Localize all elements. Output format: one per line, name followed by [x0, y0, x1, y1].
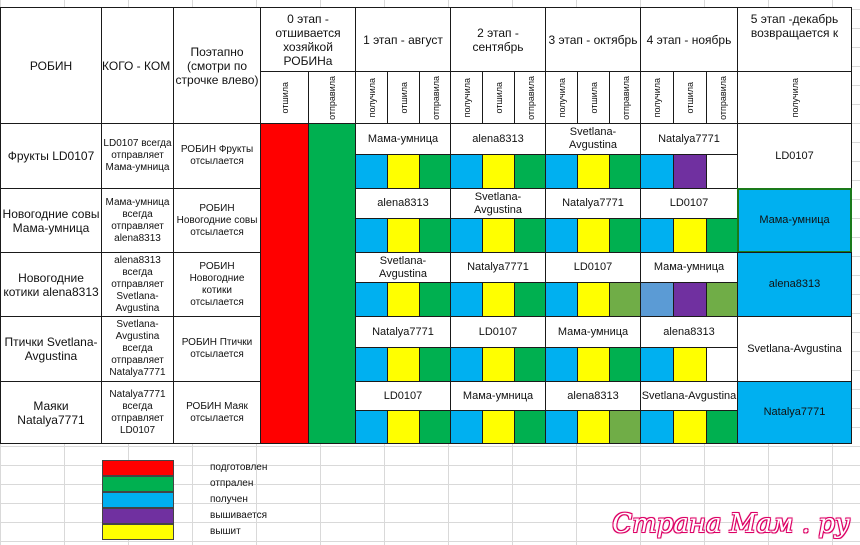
sub-stage5-recv[interactable] — [737, 71, 852, 124]
sub-label: получила — [556, 77, 567, 118]
legend-label: вышит — [210, 526, 241, 537]
status-cell[interactable] — [609, 218, 642, 253]
status-cell[interactable] — [355, 410, 388, 444]
status-cell[interactable] — [450, 347, 483, 382]
sub-label: отшила — [279, 81, 290, 114]
row-final[interactable]: Natalya7771 — [737, 381, 852, 444]
stage-recipient[interactable]: alena8313 — [450, 123, 546, 155]
status-cell[interactable] — [577, 347, 610, 382]
header-stage1[interactable]: 1 этап - август — [355, 7, 451, 72]
status-cell[interactable] — [387, 410, 420, 444]
status-cell[interactable] — [640, 154, 674, 189]
row-final[interactable]: alena8313 — [737, 252, 852, 317]
status-cell[interactable] — [482, 410, 515, 444]
status-cell[interactable] — [706, 282, 739, 317]
status-cell[interactable] — [450, 154, 483, 189]
status-cell[interactable] — [577, 282, 610, 317]
legend-label: вышивается — [210, 510, 267, 521]
status-cell[interactable] — [450, 410, 483, 444]
sub-label: получила — [652, 77, 662, 118]
sub-stage2-sub_sent_short[interactable] — [514, 71, 547, 124]
status-cell[interactable] — [387, 154, 420, 189]
status-cell[interactable] — [482, 154, 515, 189]
status-cell[interactable] — [545, 218, 578, 253]
sub-stage1-sub_sent_short[interactable] — [419, 71, 452, 124]
sub-stage0-sewn[interactable] — [260, 71, 309, 124]
header-stage4[interactable]: 4 этап - ноябрь — [640, 7, 738, 72]
status-cell[interactable] — [355, 347, 388, 382]
status-cell[interactable] — [355, 154, 388, 189]
sub-stage2-sub_sewn[interactable] — [482, 71, 515, 124]
sub-stage4-sub_sent_short[interactable] — [706, 71, 739, 124]
legend-label: отпрален — [210, 478, 254, 489]
status-cell[interactable] — [673, 410, 707, 444]
stage-recipient[interactable]: Мама-умница — [450, 381, 546, 411]
stage0-sewn-block[interactable] — [260, 123, 309, 444]
row-name[interactable]: Птички Svetlana-Avgustina — [0, 316, 102, 382]
stage-recipient[interactable]: Мама-умница — [640, 252, 738, 283]
status-cell[interactable] — [545, 347, 578, 382]
row-who[interactable]: alena8313 всегда отправляет Svetlana-Avgustina — [101, 252, 174, 317]
header-stage2[interactable]: 2 этап - сентябрь — [450, 7, 546, 72]
sub-stage4-sub_recv[interactable] — [640, 71, 674, 124]
stage-recipient[interactable]: alena8313 — [640, 316, 738, 348]
legend-swatch — [102, 524, 174, 540]
stage-recipient[interactable]: alena8313 — [355, 188, 451, 219]
header-who[interactable]: КОГО - КОМ — [101, 7, 174, 124]
row-name[interactable]: Новогодние совы Мама-умница — [0, 188, 102, 253]
legend-swatch — [102, 508, 174, 524]
status-cell[interactable] — [640, 347, 674, 382]
sub-stage4-sub_sewn[interactable] — [673, 71, 707, 124]
stage-recipient[interactable]: Мама-умница — [545, 316, 641, 348]
status-cell[interactable] — [387, 282, 420, 317]
stage-recipient[interactable]: Svetlana-Avgustina — [545, 123, 641, 155]
status-cell[interactable] — [450, 282, 483, 317]
row-name[interactable]: Маяки Natalya7771 — [0, 381, 102, 444]
legend-swatch — [102, 492, 174, 508]
stage-recipient[interactable]: Svetlana-Avgustina — [640, 381, 738, 411]
sub-label: получила — [789, 77, 800, 118]
status-cell[interactable] — [673, 282, 707, 317]
status-cell[interactable] — [673, 218, 707, 253]
sub-label: отшила — [493, 81, 504, 114]
row-step[interactable]: РОБИН Птички отсылается — [173, 316, 261, 382]
sub-stage1-sub_sewn[interactable] — [387, 71, 420, 124]
row-step[interactable]: РОБИН Маяк отсылается — [173, 381, 261, 444]
status-cell[interactable] — [706, 410, 739, 444]
sub-label: отправила — [717, 75, 728, 120]
stage-recipient[interactable]: LD0107 — [355, 381, 451, 411]
sub-label: отправила — [430, 75, 441, 120]
sub-label: отправила — [525, 75, 536, 120]
status-cell[interactable] — [640, 410, 674, 444]
status-cell[interactable] — [609, 282, 642, 317]
status-cell[interactable] — [609, 347, 642, 382]
status-cell[interactable] — [706, 218, 739, 253]
status-cell[interactable] — [482, 282, 515, 317]
status-cell[interactable] — [545, 154, 578, 189]
status-cell[interactable] — [706, 154, 739, 189]
row-who[interactable]: Мама-умница всегда отправляет alena8313 — [101, 188, 174, 253]
status-cell[interactable] — [419, 347, 452, 382]
status-cell[interactable] — [577, 410, 610, 444]
row-final[interactable]: LD0107 — [737, 123, 852, 189]
sub-stage3-sub_sent_short[interactable] — [609, 71, 642, 124]
sub-label: получила — [366, 77, 377, 118]
stage-recipient[interactable]: Natalya7771 — [545, 188, 641, 219]
legend-label: подготовлен — [210, 462, 268, 473]
stage0-sent-block[interactable] — [308, 123, 356, 444]
status-cell[interactable] — [514, 347, 547, 382]
stage-recipient[interactable]: Natalya7771 — [355, 316, 451, 348]
status-cell[interactable] — [609, 154, 642, 189]
row-who[interactable]: LD0107 всегда отправляет Мама-умница — [101, 123, 174, 189]
row-step[interactable]: РОБИН Новогодние совы отсылается — [173, 188, 261, 253]
status-cell[interactable] — [355, 218, 388, 253]
sub-stage0-sent[interactable] — [308, 71, 356, 124]
status-cell[interactable] — [419, 410, 452, 444]
status-cell[interactable] — [419, 282, 452, 317]
status-cell[interactable] — [514, 282, 547, 317]
status-cell[interactable] — [545, 410, 578, 444]
stage-recipient[interactable]: Svetlana-Avgustina — [355, 252, 451, 283]
status-cell[interactable] — [514, 154, 547, 189]
status-cell[interactable] — [609, 410, 642, 444]
sub-label: отшила — [685, 81, 695, 114]
watermark-logo: Страна Мам . ру — [612, 509, 850, 539]
status-cell[interactable] — [482, 218, 515, 253]
row-step[interactable]: РОБИН Новогодние котики отсылается — [173, 252, 261, 317]
status-cell[interactable] — [387, 218, 420, 253]
legend-swatch — [102, 476, 174, 492]
status-cell[interactable] — [640, 282, 674, 317]
row-who[interactable]: Natalya7771 всегда отправляет LD0107 — [101, 381, 174, 444]
stage-recipient[interactable]: LD0107 — [545, 252, 641, 283]
row-name[interactable]: Фрукты LD0107 — [0, 123, 102, 189]
status-cell[interactable] — [706, 347, 739, 382]
sub-stage1-sub_recv[interactable] — [355, 71, 388, 124]
header-stage0[interactable]: 0 этап - отшивается хозяйкой РОБИНа — [260, 7, 356, 72]
status-cell[interactable] — [419, 218, 452, 253]
header-stage3[interactable]: 3 этап - октябрь — [545, 7, 641, 72]
row-step[interactable]: РОБИН Фрукты отсылается — [173, 123, 261, 189]
sub-label: отшила — [398, 81, 409, 114]
row-final[interactable]: Svetlana-Avgustina — [737, 316, 852, 382]
status-cell[interactable] — [482, 347, 515, 382]
sub-label: отправила — [327, 75, 337, 120]
sub-stage3-sub_sewn[interactable] — [577, 71, 610, 124]
status-cell[interactable] — [387, 347, 420, 382]
status-cell[interactable] — [514, 218, 547, 253]
row-who[interactable]: Svetlana-Avgustina всегда отправляет Natalya7771 — [101, 316, 174, 382]
sub-label: получила — [461, 77, 472, 118]
status-cell[interactable] — [355, 282, 388, 317]
stage-recipient[interactable]: LD0107 — [640, 188, 738, 219]
header-step[interactable]: Поэтапно (смотри по строчке влево) — [173, 7, 261, 124]
stage-recipient[interactable]: Natalya7771 — [640, 123, 738, 155]
sub-stage3-sub_recv[interactable] — [545, 71, 578, 124]
stage-recipient[interactable]: alena8313 — [545, 381, 641, 411]
status-cell[interactable] — [577, 154, 610, 189]
header-stage5[interactable]: 5 этап -декабрь возвращается к — [737, 7, 852, 72]
sub-label: отшила — [588, 81, 599, 114]
row-final[interactable]: Мама-умница — [737, 188, 852, 253]
status-cell[interactable] — [545, 282, 578, 317]
stage-recipient[interactable]: Мама-умница — [355, 123, 451, 155]
row-name[interactable]: Новогодние котики alena8313 — [0, 252, 102, 317]
sub-label: отправила — [620, 75, 631, 120]
legend-label: получен — [210, 494, 248, 505]
stage-recipient[interactable]: LD0107 — [450, 316, 546, 348]
status-cell[interactable] — [514, 410, 547, 444]
status-cell[interactable] — [419, 154, 452, 189]
sub-stage2-sub_recv[interactable] — [450, 71, 483, 124]
header-robin[interactable]: РОБИН — [0, 7, 102, 124]
legend-swatch — [102, 460, 174, 476]
stage-recipient[interactable]: Natalya7771 — [450, 252, 546, 283]
status-cell[interactable] — [673, 347, 707, 382]
status-cell[interactable] — [640, 218, 674, 253]
status-cell[interactable] — [577, 218, 610, 253]
status-cell[interactable] — [673, 154, 707, 189]
status-cell[interactable] — [450, 218, 483, 253]
stage-recipient[interactable]: Svetlana-Avgustina — [450, 188, 546, 219]
